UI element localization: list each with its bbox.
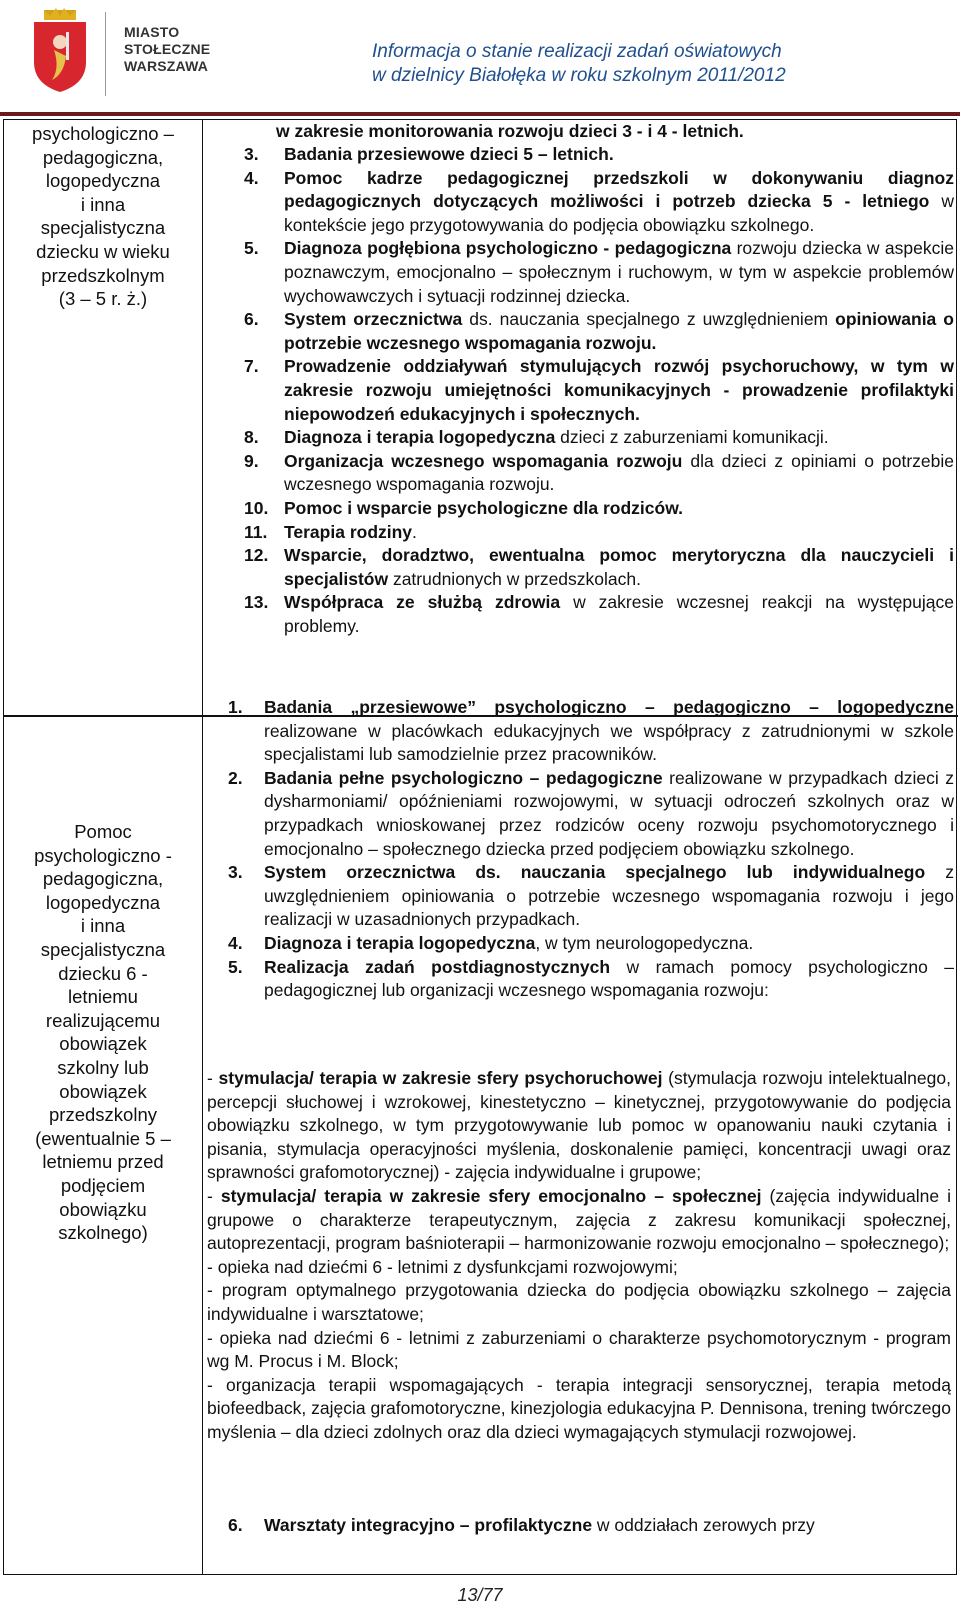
item-number: 6. [244, 309, 259, 330]
item-bold-text: Badania „przesiewowe” psychologiczno – pedagogiczno – logopedyczne [264, 697, 954, 717]
bullet-bold-text: stymulacja/ terapia w zakresie sfery psychoruchowej [218, 1068, 663, 1088]
left-cell-line: specjalistyczna [40, 938, 166, 960]
item-bold-text: Diagnoza pogłębiona psychologiczno - pedagogiczna [284, 238, 732, 259]
bullet-dash: - [207, 1374, 226, 1395]
item-number: 12. [244, 545, 269, 566]
left-cell-line: pedagogiczna, [42, 146, 164, 168]
title-line: Informacja o stanie realizacji zadań oświatowych [372, 41, 782, 62]
left-cell-line: realizującemu [45, 1009, 161, 1031]
left-cell-line: obowiązku [59, 1198, 147, 1220]
item-bold-text: Pomoc kadrze pedagogicznej przedszkoli w dokonywaniu diagnoz pedagogicznych dotyczących możliwości i potrzeb dziecka 5 - letniego [284, 167, 954, 212]
item-bold-text: Badania przesiewowe dzieci 5 – letnich. [284, 144, 614, 164]
list-item [228, 932, 954, 956]
left-cell-line: (ewentualnie 5 – [35, 1127, 171, 1149]
bullet-dash: - [207, 1185, 221, 1206]
item-number: 9. [244, 450, 259, 471]
section2-last-item [228, 1514, 954, 1538]
list-item [244, 497, 954, 521]
item-number: 3. [244, 144, 259, 164]
left-cell-line: Pomoc [74, 821, 132, 842]
item-number: 6. [228, 1515, 243, 1535]
section2-bullets [207, 1067, 951, 1445]
left-cell-line: szkolny lub [57, 1056, 149, 1078]
item-text: , w tym neurologopedyczna. [535, 932, 754, 953]
warsaw-coat-of-arms-icon [30, 8, 90, 92]
left-cell-line: przedszkolnym [41, 264, 165, 286]
list-item [244, 143, 954, 167]
left-cell-line: dziecku 6 - [58, 962, 148, 984]
page-number: 13/77 [457, 1585, 503, 1605]
header-rule [0, 112, 960, 116]
item-text: dzieci z zaburzeniami komunikacji. [555, 427, 829, 448]
bullet-text: program optymalnego przygotowania dziecka do podjęcia obowiązku szkolnego – zajęcia indywidualne i warsztatowe; [207, 1280, 951, 1324]
item-text: zatrudnionych w przedszkolach. [388, 568, 641, 589]
item-number: 5. [228, 956, 243, 977]
item-bold-text: System orzecznictwa [284, 309, 463, 330]
logo-line: MIASTO [124, 24, 180, 40]
item-text: dla dzieci z opiniami o potrzebie wczesnego wspomagania rozwoju. [284, 450, 955, 495]
item-text: w kontekście jego przygotowywania do podjęcia obowiązku szkolnego. [284, 191, 955, 235]
item-bold-text: Współpraca ze służbą zdrowia [284, 592, 561, 613]
left-cell-line: przedszkolny [49, 1104, 157, 1126]
item-number: 4. [228, 932, 243, 953]
left-cell-line: obowiązek [59, 1033, 147, 1055]
list-item [228, 767, 954, 861]
bullet-item [207, 1327, 951, 1374]
content-table [3, 119, 957, 1575]
logo-divider [105, 12, 106, 96]
list-item [244, 521, 954, 545]
item-bold-text: Pomoc i wsparcie psychologiczne dla rodziców. [284, 497, 684, 518]
left-cell-six-year-olds [4, 820, 202, 1245]
section1-lead [276, 120, 951, 144]
list-item [228, 861, 954, 932]
list-item [244, 355, 954, 426]
item-number: 2. [228, 767, 243, 788]
item-bold-text: Terapia rodziny [284, 521, 413, 542]
item-number: 10. [244, 497, 269, 518]
list-item [244, 167, 954, 238]
item-bold-text: Warsztaty integracyjno – profilaktyczne [264, 1515, 593, 1535]
item-bold-text: System orzecznictwa ds. nauczania specjalnego lub indywidualnego [264, 862, 926, 883]
item-bold-text: Realizacja zadań postdiagnostycznych [264, 956, 611, 977]
logo-line: STOŁECZNE [124, 41, 211, 57]
left-cell-line: psychologiczno – [32, 123, 174, 144]
item-number: 1. [228, 697, 243, 717]
item-text: w ramach pomocy psychologiczno – pedagogicznej lub organizacji wczesnego wspomagania rozwoju: [264, 956, 954, 1001]
item-number: 4. [244, 167, 259, 188]
item-text: z uwzględnieniem opiniowania o potrzebie wczesnego wspomagania rozwoju i jego realizacji w uzasadnionych przypadkach. [264, 862, 954, 930]
item-number: 8. [244, 427, 259, 448]
title-line: w dzielnicy Białołęka w roku szkolnym 2011/2012 [372, 65, 786, 86]
list-item [228, 956, 954, 1003]
left-cell-line: i inna [80, 915, 126, 937]
left-cell-line: pedagogiczna, [42, 868, 164, 890]
bullet-item [207, 1256, 951, 1280]
document-title [372, 40, 812, 88]
item-text: w oddziałach zerowych przy [592, 1515, 815, 1535]
list-item [228, 696, 954, 767]
item-text: ds. nauczania specjalnego z uwzględnieniem [462, 309, 836, 330]
bullet-item [207, 1185, 951, 1256]
item-bold-text: Prowadzenie oddziaływań stymulujących rozwój psychoruchowy, w tym w zakresie rozwoju umiejętności komunikacyjnych - prowadzenie profilaktyki niepowodzeń edukacyjnych i społecznych. [284, 356, 954, 424]
item-text: rozwoju dziecka w aspekcie poznawczym, emocjonalno – społecznym i ruchowym, w tym w aspekcie problemów wychowawczych i sytuacji rodzinnej dziecka. [284, 238, 954, 306]
left-cell-line: psychologiczno - [34, 844, 172, 866]
section1-list [244, 143, 954, 638]
list-item [244, 450, 954, 497]
item-bold-text: Diagnoza i terapia logopedyczna [264, 932, 536, 953]
bullet-dash: - [207, 1256, 218, 1277]
item-text: realizowane w placówkach edukacyjnych we współpracy z zatrudnionymi w szkole specjalistami lub samodzielnie przez pracowników. [264, 720, 954, 765]
section2-list [228, 696, 954, 1003]
city-logo-text [124, 24, 210, 75]
item-bold-text: Wsparcie, doradztwo, ewentualna pomoc merytoryczna dla nauczycieli i specjalistów [284, 545, 954, 589]
item-number: 13. [244, 592, 269, 613]
row-divider [4, 715, 202, 717]
item-text: . [412, 521, 417, 542]
item-bold-text: Badania pełne psychologiczno – pedagogiczne [264, 767, 663, 788]
left-cell-line: obowiązek [59, 1080, 147, 1102]
item-text: realizowane w przypadkach dzieci z dysharmoniami/ opóźnieniami rozwojowymi, w sytuacji odroczeń szkolnych oraz w przypadkach wnioskowanej przez rodziców oceny rozwoju psychomotorycznego i emocjonalno – społecznego dziecka przed podjęciem obowiązku szkolnego. [264, 767, 954, 859]
left-cell-line: logopedyczna [45, 170, 161, 192]
left-cell-line: dziecku w wieku [36, 240, 170, 262]
left-cell-line: podjęciem [60, 1174, 146, 1196]
bullet-dash: - [207, 1280, 222, 1301]
item-number: 11. [244, 521, 268, 542]
logo-line: WARSZAWA [124, 58, 209, 74]
bullet-item [207, 1374, 951, 1445]
left-cell-line: specjalistyczna [40, 217, 166, 239]
bullet-item [207, 1279, 951, 1326]
bullet-text: opieka nad dziećmi 6 - letnimi z zaburzeniami o charakterze psychomotorycznym - program wg M. Procus i M. Block; [207, 1327, 951, 1372]
bullet-text: (zajęcia indywidualne i grupowe o charakterze terapeutycznym, zajęcia z zakresu komunikacji społecznej, autoprezentacji, program baśnioterapii – harmonizowanie rozwoju emocjonalno – społecznego); [207, 1185, 951, 1254]
bullet-item [207, 1067, 951, 1185]
item-number: 5. [244, 238, 259, 259]
left-cell-line: letniemu przed [42, 1151, 164, 1173]
list-item [244, 308, 954, 355]
bullet-text: (stymulacja rozwoju intelektualnego, percepcji słuchowej i wzrokowej, kinestetyczno – kinetycznej, przygotowywanie do podjęcia obowiązku szkolnego, w tym przygotowywanie lub pomoc w opanowaniu nauki czytania i pisania, stymulacja operacyjności myślenia, doskonalenie pamięci, koncentracji uwagi oraz sprawności grafomotorycznej) - zajęcia indywidualne i grupowe; [207, 1068, 951, 1183]
item-bold-text: opiniowania o potrzebie wczesnego wspomagania rozwoju. [284, 309, 955, 353]
list-item [244, 237, 954, 308]
item-text: w zakresie wczesnej reakcji na występujące problemy. [284, 592, 954, 636]
left-cell-line: i inna [80, 193, 126, 215]
bullet-text: opieka nad dziećmi 6 - letnimi z dysfunkcjami rozwojowymi; [217, 1256, 678, 1277]
bullet-dash: - [207, 1327, 220, 1348]
page-header [0, 0, 960, 112]
bullet-text: organizacja terapii wspomagających - terapia integracji sensorycznej, terapia metodą biofeedback, zajęcia grafomotoryczne, kinezjologia edukacyjna P. Dennisona, trening twórczego myślenia – dla dzieci zdolnych oraz dla dzieci wymagających stymulacji rozwojowej. [207, 1374, 951, 1442]
item-number: 3. [228, 862, 243, 883]
left-cell-line: letniemu [68, 986, 138, 1008]
list-item [244, 426, 954, 450]
list-item [244, 544, 954, 591]
bullet-dash: - [207, 1068, 219, 1088]
left-cell-line: logopedyczna [45, 891, 161, 913]
list-item [244, 591, 954, 638]
left-cell-line: szkolnego) [58, 1222, 148, 1244]
list-item [228, 1514, 954, 1538]
lead-text: w zakresie monitorowania rozwoju dzieci 3 - i 4 - letnich. [276, 121, 744, 141]
left-cell-preschool [4, 122, 202, 311]
bullet-bold-text: stymulacja/ terapia w zakresie sfery emocjonalno – społecznej [220, 1185, 762, 1206]
item-bold-text: Organizacja wczesnego wspomagania rozwoju [284, 450, 683, 471]
item-number: 7. [244, 356, 259, 377]
item-bold-text: Diagnoza i terapia logopedyczna [284, 427, 556, 448]
left-cell-line: (3 – 5 r. ż.) [58, 288, 148, 310]
